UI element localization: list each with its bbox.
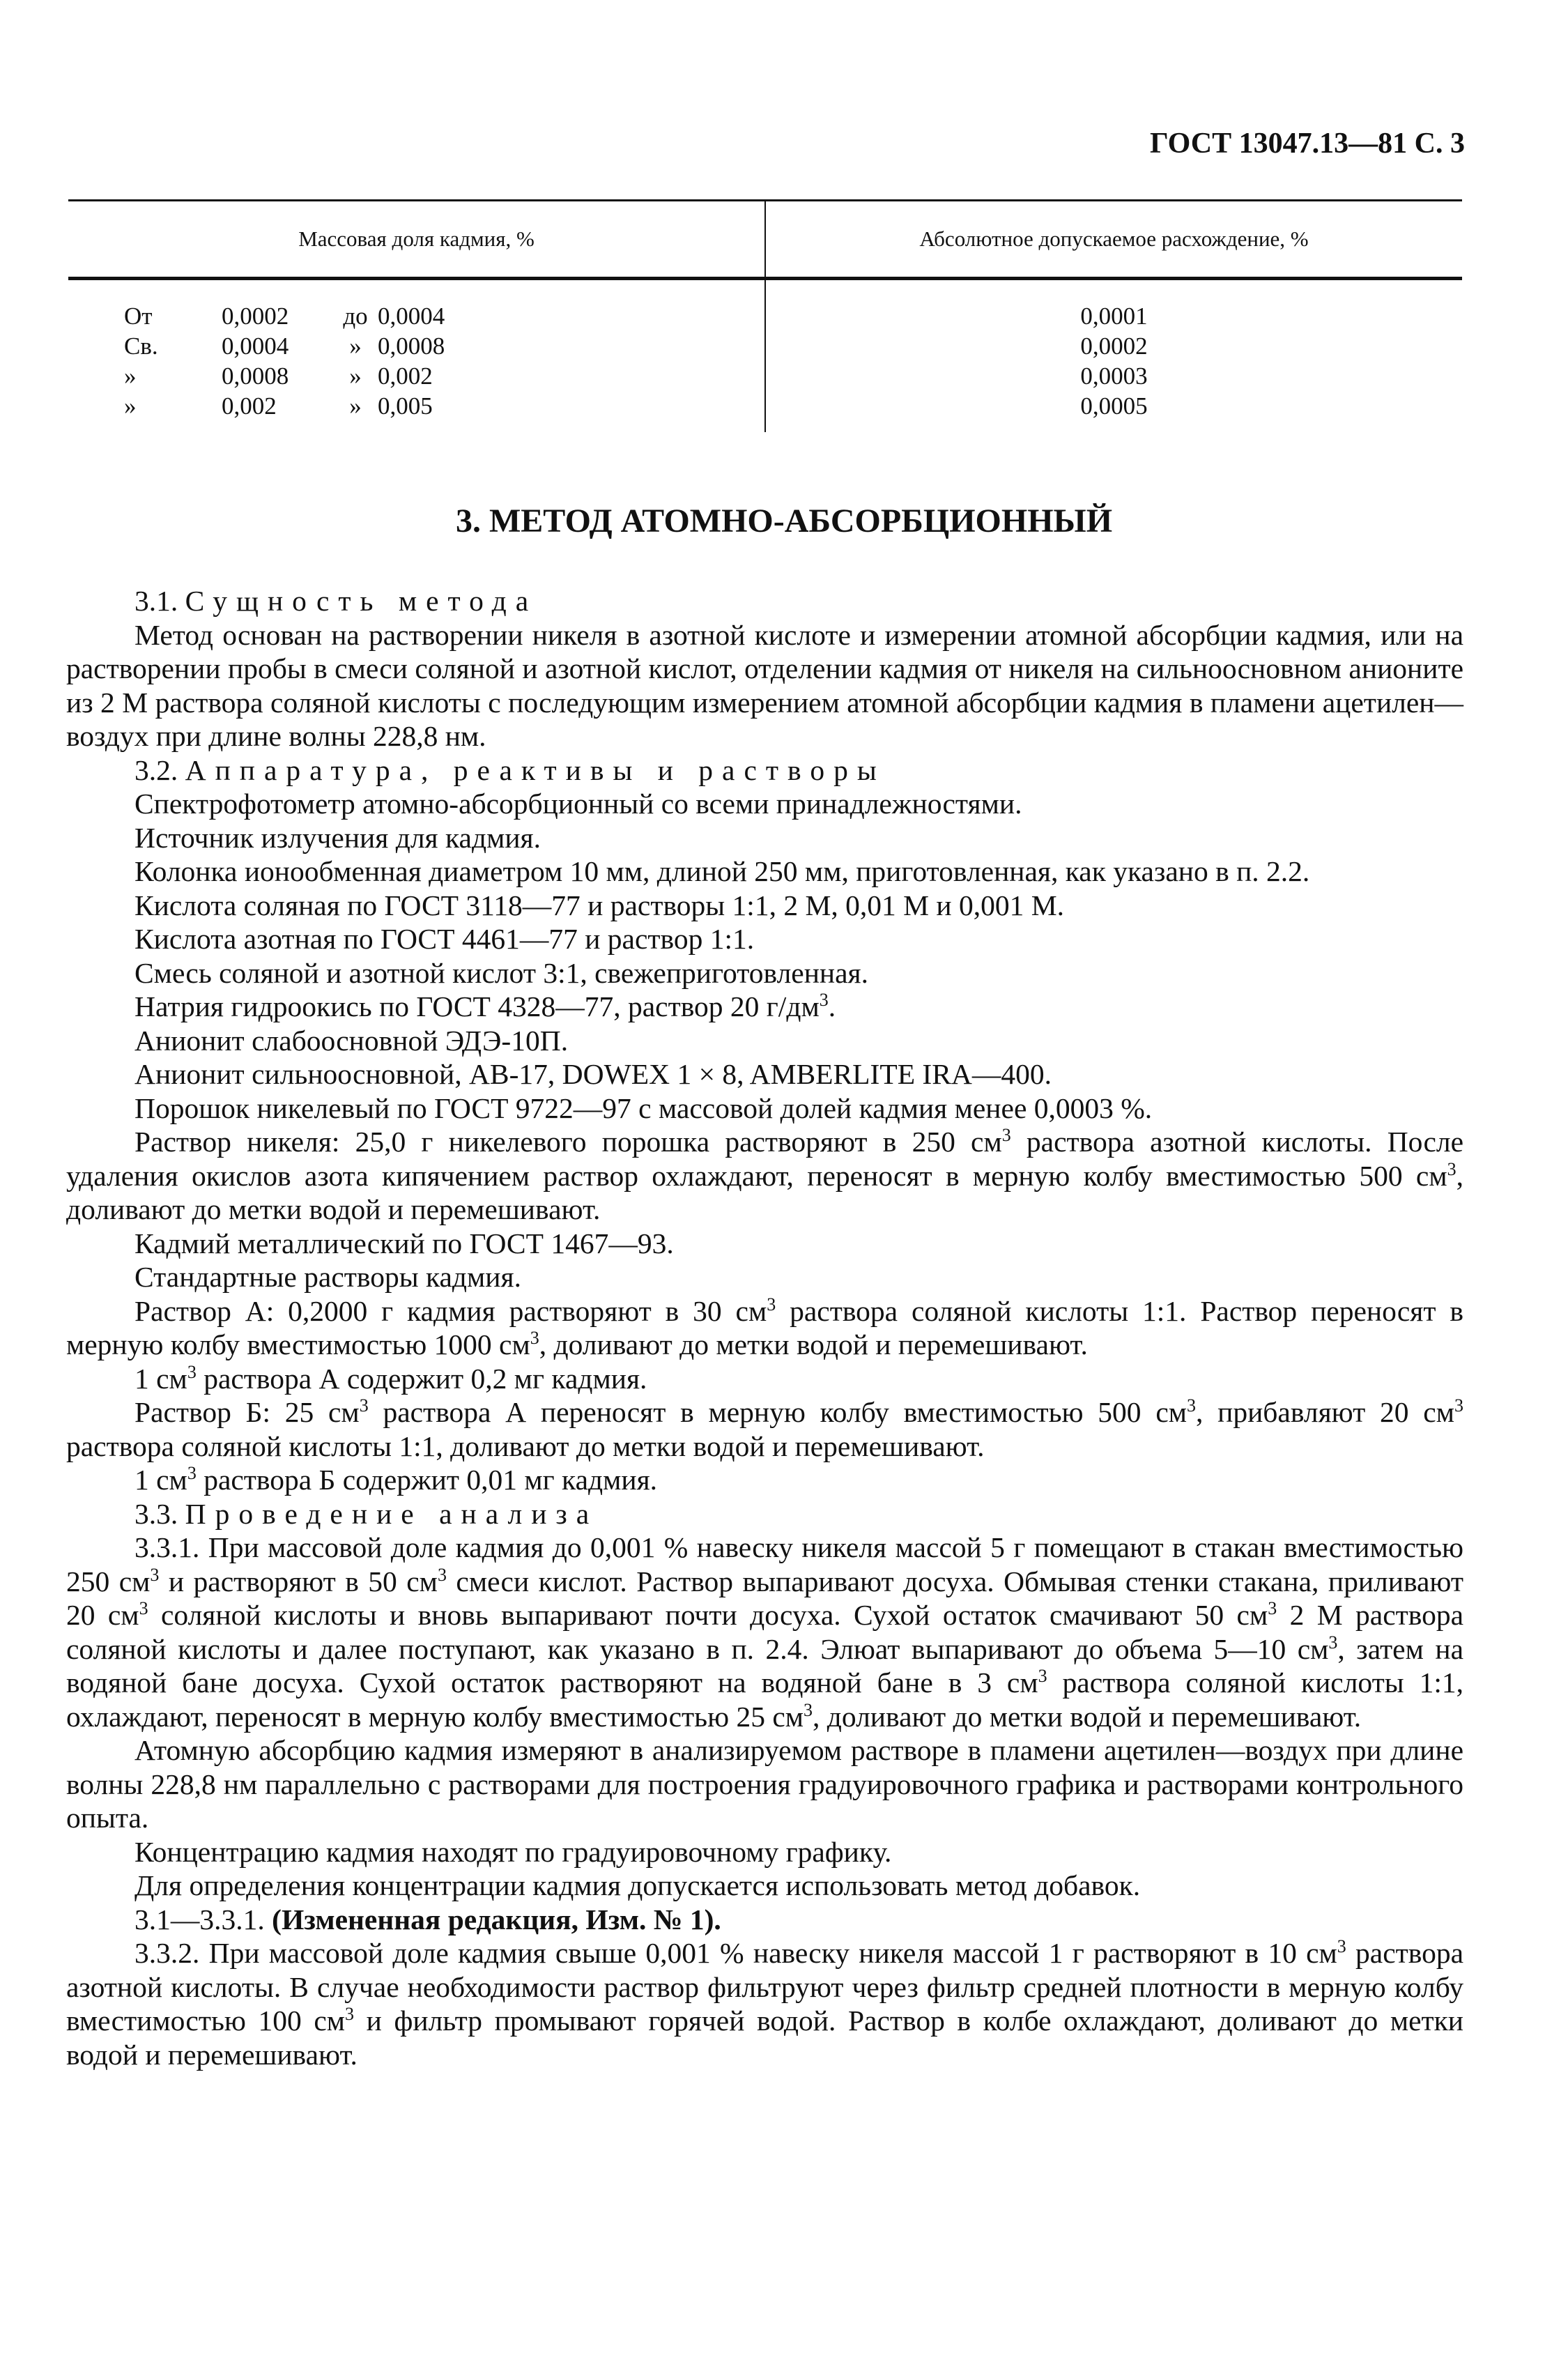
paragraph [66, 1395, 1463, 1463]
text: раствора А переносят в мерную колбу вместимостью 500 см [368, 1396, 1187, 1428]
paragraph [66, 1125, 1463, 1227]
text: , затем на водяной бане досуха. Сухой остаток растворяют на водяной бане в 3 см [66, 1632, 1463, 1699]
range-sep: до [343, 302, 368, 330]
range-from: 0,002 [222, 392, 277, 420]
paragraph: Концентрацию кадмия находят по градуировочному графику. [134, 1835, 892, 1868]
subsection-heading-3-1 [66, 584, 1463, 618]
list-item: Источник излучения для кадмия. [134, 821, 541, 854]
heading-number: 3.1. [134, 585, 178, 617]
text: раствора соляной кислоты 1:1, доливают до метки водой и перемешивают. [66, 1430, 985, 1462]
tolerance-column [766, 280, 1462, 432]
text: Натрия гидроокись по ГОСТ 4328—77, раствор 20 г/дм [134, 990, 820, 1022]
tolerance-value: 0,0002 [1080, 332, 1148, 360]
subsection-heading-3-2 [66, 753, 1463, 788]
paragraph-3-3-1 [66, 1531, 1463, 1733]
list-item: Кислота азотная по ГОСТ 4461—77 и раствор 1:1. [134, 923, 755, 955]
mass-fraction-column [68, 280, 766, 432]
text: соляной кислоты и вновь выпаривают почти досуха. Сухой остаток смачивают 50 см [148, 1599, 1268, 1631]
tolerance-value: 0,0005 [1080, 392, 1148, 420]
table-row [68, 361, 764, 391]
superscript: 3 [1447, 1158, 1456, 1179]
superscript: 3 [187, 1361, 197, 1382]
text: Раствор никеля: 25,0 г никелевого порошка растворяют в 250 см [134, 1126, 1002, 1158]
text: и растворяют в 50 см [159, 1565, 438, 1597]
list-item: Натрия гидроокись по ГОСТ 4328—77, раствор 20 $г/дм^3$. [134, 990, 836, 1022]
superscript: 3 [530, 1328, 539, 1349]
text: 1 см [134, 1362, 187, 1395]
superscript: 3 [150, 1564, 160, 1585]
subsection-heading-3-3 [66, 1497, 1463, 1531]
range-to: 0,0008 [378, 332, 445, 360]
superscript: 3 [767, 1294, 776, 1315]
superscript: 3 [819, 990, 829, 1011]
paragraph [66, 1463, 1463, 1497]
text: раствора А содержит 0,2 мг кадмия. [196, 1362, 647, 1395]
text: раствора Б содержит 0,01 мг кадмия. [196, 1464, 658, 1496]
paragraph: Метод основан на растворении никеля в азотной кислоте и измерении атомной абсорбции кадмия, или на растворении пробы в смеси соляной и азотной кислот, отделении кадмия от никеля на сильноосновном анионите из 2 М раствора соляной кислоты с последующим измерением атомной абсорбции кадмия в пламени ацетилен—воздух при длине волны 228,8 нм. [66, 618, 1463, 752]
table-header [68, 201, 1462, 280]
paragraph: Для определения концентрации кадмия допускается использовать метод добавок. [134, 1869, 1141, 1901]
text: , доливают до метки водой и перемешивают. [539, 1328, 1088, 1361]
list-item: Порошок никелевый по ГОСТ 9722—97 с массовой долей кадмия менее 0,0003 %. [134, 1091, 1153, 1124]
list-item: Колонка ионообменная диаметром 10 мм, длиной 250 мм, приготовленная, как указано в п. 2.2. [134, 855, 1310, 887]
superscript: 3 [139, 1598, 148, 1619]
heading-number: 3.3. [134, 1497, 178, 1530]
page-header: ГОСТ 13047.13—81 С. 3 [1149, 128, 1465, 160]
superscript: 3 [1328, 1632, 1338, 1653]
list-item: Стандартные растворы кадмия. [134, 1261, 521, 1293]
col-header-mass-fraction: Массовая доля кадмия, % [68, 201, 766, 277]
list-item: Спектрофотометр атомно-абсорбционный со всеми принадлежностями. [134, 788, 1022, 820]
table-body [68, 280, 1462, 432]
range-prefix: » [124, 362, 137, 390]
text: раствора азотной кислоты. В случае необходимости раствор фильтруют через фильтр средней плотности в мерную колбу вместимостью 100 см [66, 1937, 1463, 2037]
text: , прибавляют 20 см [1196, 1396, 1454, 1428]
range-to: 0,005 [378, 392, 433, 420]
superscript: 3 [437, 1564, 447, 1585]
list-item: Кислота соляная по ГОСТ 3118—77 и растворы 1:1, 2 М, 0,01 М и 0,001 М. [134, 889, 1064, 921]
superscript: 3 [1268, 1598, 1277, 1619]
superscript: 3 [187, 1463, 197, 1484]
superscript: 3 [1337, 1936, 1346, 1957]
text: смеси кислот. Раствор выпаривают досуха. Обмывая стенки стакана, приливают 20 см [66, 1565, 1464, 1631]
text: и фильтр промывают горячей водой. Раствор в колбе охлаждают, доливают до метки водой и перемешивают. [66, 2005, 1464, 2071]
text: Раствор А: 0,2000 г кадмия растворяют в 30 см [134, 1294, 767, 1327]
list-item: Анионит слабоосновной ЭДЭ-10П. [134, 1024, 569, 1057]
tolerance-value: 0,0003 [1080, 362, 1148, 390]
text: 3.3.1. При массовой доле кадмия до 0,001 % навеску никеля массой 5 г помещают в стакан вместимостью 250 см [66, 1531, 1463, 1597]
range-to: 0,002 [378, 362, 433, 390]
text: раствора соляной кислоты 1:1. Раствор переносят в мерную колбу вместимостью 1000 см [66, 1294, 1463, 1361]
text: 1 см [134, 1464, 187, 1496]
superscript: 3 [345, 2004, 355, 2025]
superscript: 3 [359, 1395, 369, 1416]
document-body [66, 584, 1463, 2071]
text: раствора соляной кислоты 1:1, охлаждают, переносят в мерную колбу вместимостью 25 см [66, 1666, 1463, 1733]
range-sep: » [349, 392, 362, 420]
paragraph-3-3-2 [66, 1936, 1463, 2071]
heading-number: 3.2. [134, 753, 178, 786]
table-row [68, 331, 764, 361]
heading-text: Проведение анализа [185, 1497, 599, 1530]
range-from: 0,0002 [222, 302, 289, 330]
superscript: 3 [1454, 1395, 1463, 1416]
list-item: Анионит сильноосновной, АВ-17, DOWEX 1 × 8, AMBERLITE IRA—400. [134, 1058, 1052, 1090]
paragraph [66, 1362, 1463, 1396]
text: Раствор Б: 25 см [134, 1396, 360, 1428]
list-item: Смесь соляной и азотной кислот 3:1, свежеприготовленная. [134, 956, 869, 989]
col-header-tolerance: Абсолютное допускаемое расхождение, % [919, 227, 1309, 251]
heading-text: Аппаратура, реактивы и растворы [185, 753, 886, 786]
paragraph [66, 1294, 1463, 1362]
range-prefix: » [124, 392, 137, 420]
superscript: 3 [1038, 1666, 1047, 1687]
tolerance-value: 0,0001 [1080, 302, 1148, 330]
text: раствора азотной кислоты. После удаления окислов азота кипячением раствор охлаждают, переносят в мерную колбу вместимостью 500 см [66, 1126, 1463, 1192]
table-row [68, 391, 764, 421]
text: 2 М раствора соляной кислоты и далее поступают, как указано в п. 2.4. Элюат выпаривают до объема 5—10 см [66, 1599, 1463, 1665]
superscript: 3 [1187, 1395, 1196, 1416]
range-to: 0,0004 [378, 302, 445, 330]
range-sep: » [349, 332, 362, 360]
text: 3.3.2. При массовой доле кадмия свыше 0,001 % навеску никеля массой 1 г растворяют в 10 см [134, 1937, 1337, 1969]
amendment-text: (Измененная редакция, Изм. № 1). [272, 1903, 721, 1936]
range-from: 0,0004 [222, 332, 289, 360]
section-title: 3. МЕТОД АТОМНО-АБСОРБЦИОННЫЙ [455, 503, 1113, 539]
text: , доливают до метки водой и перемешивают. [66, 1159, 1463, 1225]
range-prefix: От [124, 302, 153, 330]
amendment-note [66, 1903, 1463, 1937]
range-sep: » [349, 362, 362, 390]
superscript: 3 [804, 1699, 813, 1720]
range-prefix: Св. [124, 332, 158, 360]
text: , доливают до метки водой и перемешивают. [813, 1700, 1362, 1733]
superscript: 3 [1001, 1125, 1011, 1146]
heading-text: Сущность метода [185, 585, 538, 617]
text: 3.1—3.3.1. [134, 1903, 272, 1936]
table-row [68, 301, 764, 331]
range-from: 0,0008 [222, 362, 289, 390]
tolerance-table [68, 199, 1462, 432]
paragraph: Атомную абсорбцию кадмия измеряют в анализируемом растворе в пламени ацетилен—воздух при длине волны 228,8 нм параллельно с растворами для построения градуировочного графика и растворами контрольного опыта. [66, 1734, 1463, 1834]
list-item: Кадмий металлический по ГОСТ 1467—93. [134, 1227, 674, 1259]
